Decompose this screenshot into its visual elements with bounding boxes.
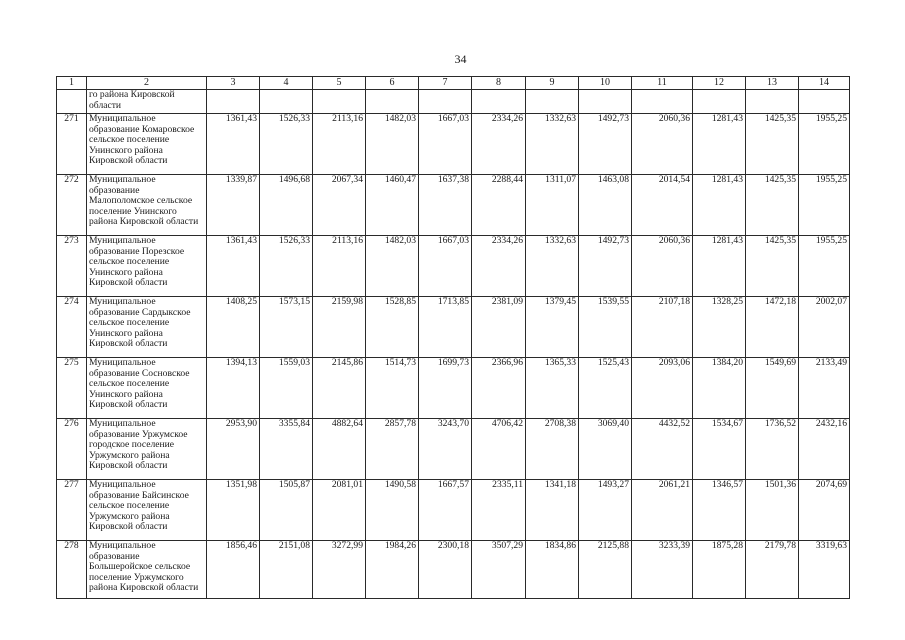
table-row xyxy=(57,114,850,175)
value-cell: 1492,73 xyxy=(579,114,632,175)
tariff-table xyxy=(56,76,850,599)
value-cell: 1525,43 xyxy=(579,358,632,419)
value-cell: 2061,21 xyxy=(632,480,693,541)
column-header: 10 xyxy=(579,77,632,90)
row-number-cell: 277 xyxy=(57,480,87,541)
page-number: 34 xyxy=(454,52,467,66)
value-cell: 1341,18 xyxy=(526,480,579,541)
value-cell: 1346,57 xyxy=(693,480,746,541)
value-cell: 1361,43 xyxy=(207,114,260,175)
column-header: 5 xyxy=(313,77,366,90)
value-cell: 2074,69 xyxy=(799,480,850,541)
value-cell: 1955,25 xyxy=(799,175,850,236)
value-cell: 2081,01 xyxy=(313,480,366,541)
value-cell: 1361,43 xyxy=(207,236,260,297)
value-cell: 3319,63 xyxy=(799,541,850,599)
municipality-name-cell: Муниципальное образование Комаровское сельское поселение Унинского района Кировской области xyxy=(87,114,207,175)
value-cell: 1425,35 xyxy=(746,236,799,297)
value-cell: 2125,88 xyxy=(579,541,632,599)
value-cell: 2335,11 xyxy=(472,480,526,541)
value-cell: 1501,36 xyxy=(746,480,799,541)
value-cell: 2708,38 xyxy=(526,419,579,480)
continuation-empty-cell xyxy=(419,90,472,114)
value-cell: 1955,25 xyxy=(799,114,850,175)
value-cell: 1736,52 xyxy=(746,419,799,480)
value-cell: 3507,29 xyxy=(472,541,526,599)
row-number-cell: 271 xyxy=(57,114,87,175)
value-cell: 1539,55 xyxy=(579,297,632,358)
value-cell: 3243,70 xyxy=(419,419,472,480)
value-cell: 2133,49 xyxy=(799,358,850,419)
value-cell: 1379,45 xyxy=(526,297,579,358)
value-cell: 1351,98 xyxy=(207,480,260,541)
value-cell: 1667,03 xyxy=(419,114,472,175)
column-header: 2 xyxy=(87,77,207,90)
value-cell: 1482,03 xyxy=(366,114,419,175)
value-cell: 1713,85 xyxy=(419,297,472,358)
continuation-empty-cell xyxy=(579,90,632,114)
value-cell: 1875,28 xyxy=(693,541,746,599)
table-header xyxy=(57,77,850,90)
value-cell: 2334,26 xyxy=(472,236,526,297)
value-cell: 2014,54 xyxy=(632,175,693,236)
row-number-cell: 273 xyxy=(57,236,87,297)
table-row xyxy=(57,419,850,480)
municipality-name-cell: Муниципальное образование Байсинское сельское поселение Уржумского района Кировской области xyxy=(87,480,207,541)
value-cell: 1528,85 xyxy=(366,297,419,358)
value-cell: 1534,67 xyxy=(693,419,746,480)
value-cell: 1463,08 xyxy=(579,175,632,236)
value-cell: 1856,46 xyxy=(207,541,260,599)
value-cell: 1365,33 xyxy=(526,358,579,419)
table-row xyxy=(57,358,850,419)
column-header: 6 xyxy=(366,77,419,90)
row-number-cell: 275 xyxy=(57,358,87,419)
value-cell: 1492,73 xyxy=(579,236,632,297)
row-number-cell: 274 xyxy=(57,297,87,358)
continuation-empty-cell xyxy=(632,90,693,114)
column-header: 13 xyxy=(746,77,799,90)
row-number-cell: 272 xyxy=(57,175,87,236)
value-cell: 1311,07 xyxy=(526,175,579,236)
column-header: 8 xyxy=(472,77,526,90)
value-cell: 2300,18 xyxy=(419,541,472,599)
value-cell: 1281,43 xyxy=(693,175,746,236)
value-cell: 2151,08 xyxy=(260,541,313,599)
value-cell: 1425,35 xyxy=(746,114,799,175)
value-cell: 2381,09 xyxy=(472,297,526,358)
value-cell: 1549,69 xyxy=(746,358,799,419)
continuation-empty-cell xyxy=(366,90,419,114)
continuation-num-cell xyxy=(57,90,87,114)
value-cell: 3233,39 xyxy=(632,541,693,599)
value-cell: 1667,57 xyxy=(419,480,472,541)
value-cell: 1667,03 xyxy=(419,236,472,297)
row-number-cell: 278 xyxy=(57,541,87,599)
value-cell: 1332,63 xyxy=(526,114,579,175)
value-cell: 3069,40 xyxy=(579,419,632,480)
value-cell: 1526,33 xyxy=(260,236,313,297)
column-header: 1 xyxy=(57,77,87,90)
value-cell: 1408,25 xyxy=(207,297,260,358)
value-cell: 1514,73 xyxy=(366,358,419,419)
value-cell: 1384,20 xyxy=(693,358,746,419)
value-cell: 1332,63 xyxy=(526,236,579,297)
value-cell: 1425,35 xyxy=(746,175,799,236)
value-cell: 2179,78 xyxy=(746,541,799,599)
municipality-name-cell: Муниципальное образование Сардыкское сельское поселение Унинского района Кировской области xyxy=(87,297,207,358)
value-cell: 1328,25 xyxy=(693,297,746,358)
value-cell: 1955,25 xyxy=(799,236,850,297)
value-cell: 4432,52 xyxy=(632,419,693,480)
value-cell: 1493,27 xyxy=(579,480,632,541)
municipality-name-cell: Муниципальное образование Сосновское сельское поселение Унинского района Кировской области xyxy=(87,358,207,419)
value-cell: 1281,43 xyxy=(693,236,746,297)
table-body xyxy=(57,90,850,599)
column-header: 12 xyxy=(693,77,746,90)
value-cell: 4706,42 xyxy=(472,419,526,480)
value-cell: 2060,36 xyxy=(632,236,693,297)
value-cell: 1559,03 xyxy=(260,358,313,419)
value-cell: 2093,06 xyxy=(632,358,693,419)
value-cell: 2288,44 xyxy=(472,175,526,236)
value-cell: 2159,98 xyxy=(313,297,366,358)
continuation-empty-cell xyxy=(313,90,366,114)
value-cell: 2432,16 xyxy=(799,419,850,480)
column-header: 14 xyxy=(799,77,850,90)
value-cell: 1834,86 xyxy=(526,541,579,599)
value-cell: 2060,36 xyxy=(632,114,693,175)
value-cell: 3272,99 xyxy=(313,541,366,599)
column-header: 11 xyxy=(632,77,693,90)
value-cell: 2113,16 xyxy=(313,114,366,175)
continuation-empty-cell xyxy=(472,90,526,114)
value-cell: 1490,58 xyxy=(366,480,419,541)
table-row xyxy=(57,541,850,599)
value-cell: 1482,03 xyxy=(366,236,419,297)
value-cell: 2145,86 xyxy=(313,358,366,419)
municipality-name-cell: Муниципальное образование Уржумское городское поселение Уржумского района Кировской области xyxy=(87,419,207,480)
value-cell: 2002,07 xyxy=(799,297,850,358)
column-header: 4 xyxy=(260,77,313,90)
value-cell: 1496,68 xyxy=(260,175,313,236)
row-number-cell: 276 xyxy=(57,419,87,480)
value-cell: 1281,43 xyxy=(693,114,746,175)
value-cell: 2067,34 xyxy=(313,175,366,236)
municipality-name-cell: Муниципальное образование Большеройское сельское поселение Уржумского района Кировской области xyxy=(87,541,207,599)
header-row xyxy=(57,77,850,90)
column-header: 7 xyxy=(419,77,472,90)
value-cell: 2334,26 xyxy=(472,114,526,175)
value-cell: 2366,96 xyxy=(472,358,526,419)
value-cell: 2953,90 xyxy=(207,419,260,480)
column-header: 9 xyxy=(526,77,579,90)
value-cell: 1526,33 xyxy=(260,114,313,175)
continuation-name-cell: го района Кировской области xyxy=(87,90,207,114)
column-header: 3 xyxy=(207,77,260,90)
value-cell: 2113,16 xyxy=(313,236,366,297)
table-row xyxy=(57,297,850,358)
continuation-row xyxy=(57,90,850,114)
value-cell: 1472,18 xyxy=(746,297,799,358)
value-cell: 1984,26 xyxy=(366,541,419,599)
municipality-name-cell: Муниципальное образование Порезское сельское поселение Унинского района Кировской области xyxy=(87,236,207,297)
table-row xyxy=(57,236,850,297)
table-row xyxy=(57,480,850,541)
value-cell: 1573,15 xyxy=(260,297,313,358)
value-cell: 1394,13 xyxy=(207,358,260,419)
continuation-empty-cell xyxy=(526,90,579,114)
value-cell: 1460,47 xyxy=(366,175,419,236)
value-cell: 1505,87 xyxy=(260,480,313,541)
value-cell: 3355,84 xyxy=(260,419,313,480)
value-cell: 4882,64 xyxy=(313,419,366,480)
value-cell: 1637,38 xyxy=(419,175,472,236)
continuation-empty-cell xyxy=(799,90,850,114)
continuation-empty-cell xyxy=(260,90,313,114)
value-cell: 1699,73 xyxy=(419,358,472,419)
table-row xyxy=(57,175,850,236)
continuation-empty-cell xyxy=(207,90,260,114)
municipality-name-cell: Муниципальное образование Малополомское сельское поселение Унинского района Кировской области xyxy=(87,175,207,236)
value-cell: 1339,87 xyxy=(207,175,260,236)
value-cell: 2107,18 xyxy=(632,297,693,358)
continuation-empty-cell xyxy=(693,90,746,114)
continuation-empty-cell xyxy=(746,90,799,114)
value-cell: 2857,78 xyxy=(366,419,419,480)
